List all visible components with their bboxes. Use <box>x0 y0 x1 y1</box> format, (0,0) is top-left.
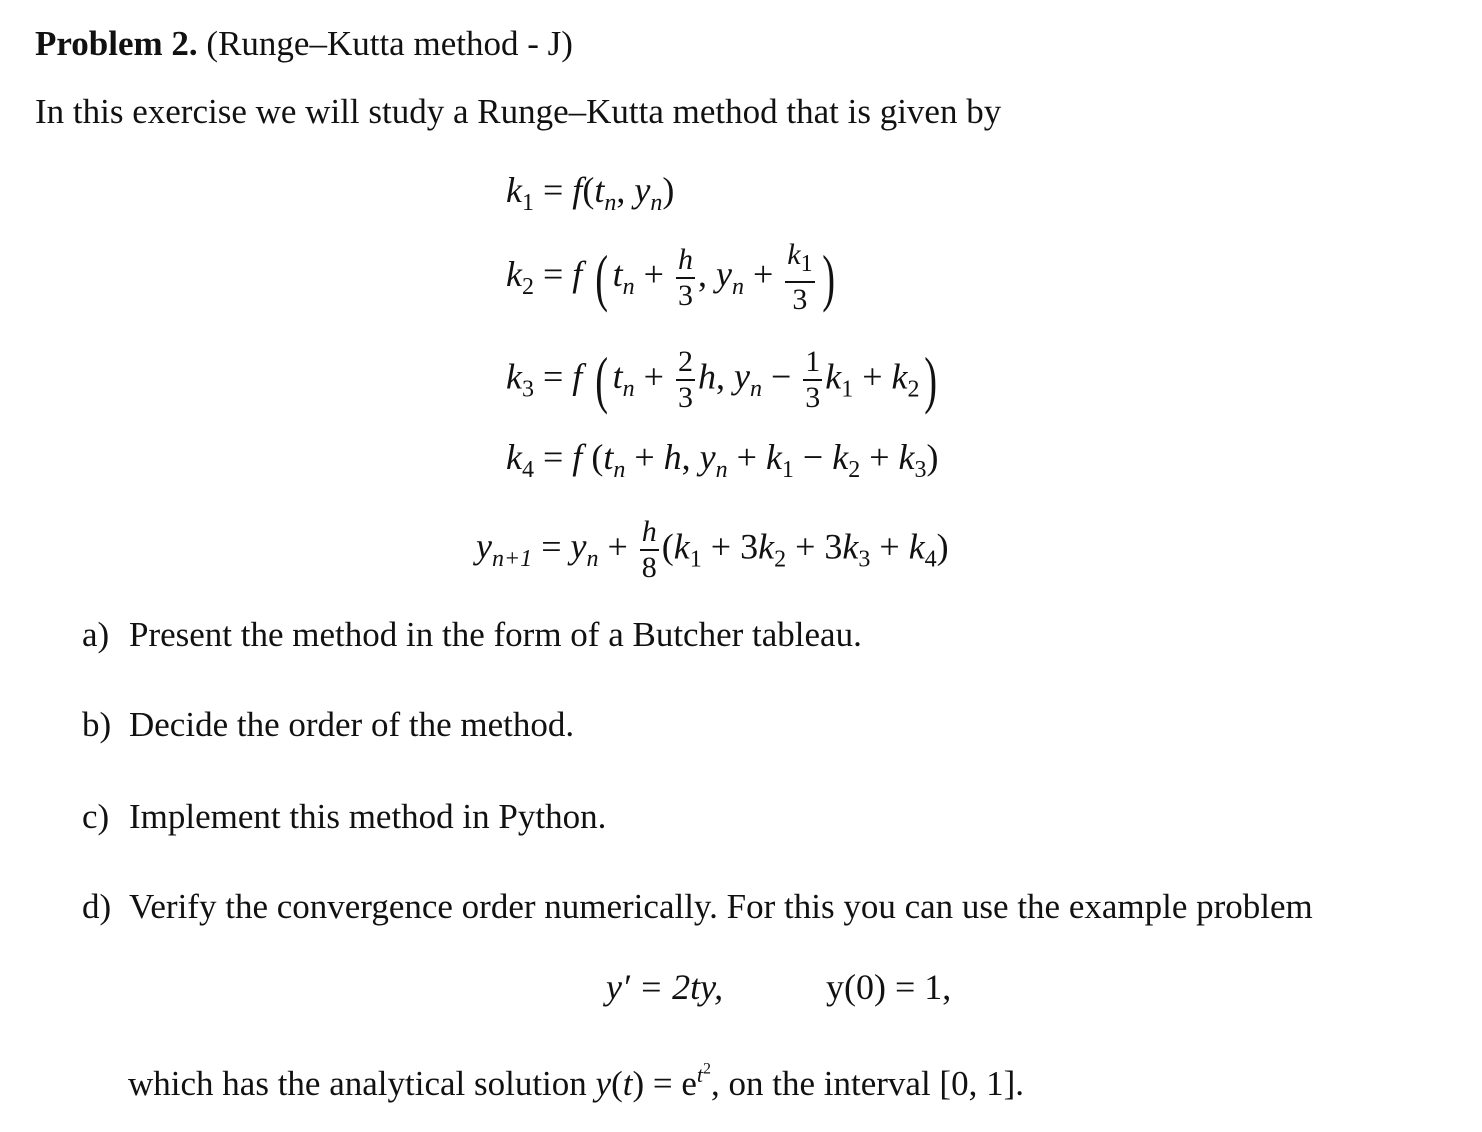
equation-update: $y_{n+1} = y_n$ + $\frac{h}{8}$ $(k_1 + 3k_2 + 3k_3 + k_4)$ <box>476 515 949 584</box>
item-letter: b) <box>82 705 112 744</box>
solution-suffix: , on the interval [0, 1]. <box>711 1063 1024 1103</box>
solution-line <box>128 1050 1024 1104</box>
problem-label: Problem 2. <box>35 24 198 63</box>
item-text: Implement this method in Python. <box>129 797 607 836</box>
item-text: Present the method in the form of a Butcher tableau. <box>129 615 862 654</box>
problem-heading <box>35 24 573 64</box>
example-initial-condition: y(0) = 1, <box>826 967 952 1007</box>
item-letter: c) <box>82 797 110 836</box>
equation-k1: $k_1 = f(t_n$, $y_n$) <box>506 170 675 217</box>
item-letter: a) <box>82 615 110 654</box>
equation-k2: $k_2 = f$ ( $t_n$ + $\frac{h}{3}$ , $y_n$ + $\frac{k_1}{3}$ ) <box>506 238 835 316</box>
equation-k3: $k_3 = f$ ( $t_n$ + $\frac{2}{3}$ h, $y_n$ − $\frac{1}{3}$ $k_1 + k_2$) <box>506 344 937 415</box>
equation-k4: $k_4 = f$ ($t_n + h$, $y_n + k_1 - k_2 + k_3$) <box>506 437 939 484</box>
item-text: Verify the convergence order numerically. For this you can use the example problem <box>129 887 1313 926</box>
problem-subtitle: (Runge–Kutta method - J) <box>206 24 573 63</box>
example-ode: y′ = 2ty, <box>606 967 724 1007</box>
item-letter: d) <box>82 887 112 926</box>
item-text: Decide the order of the method. <box>129 705 575 744</box>
solution-formula: $y(t) = e^{t^2}$ <box>595 1061 712 1103</box>
solution-prefix: which has the analytical solution <box>128 1063 587 1103</box>
intro-text: In this exercise we will study a Runge–Kutta method that is given by <box>35 92 1002 131</box>
